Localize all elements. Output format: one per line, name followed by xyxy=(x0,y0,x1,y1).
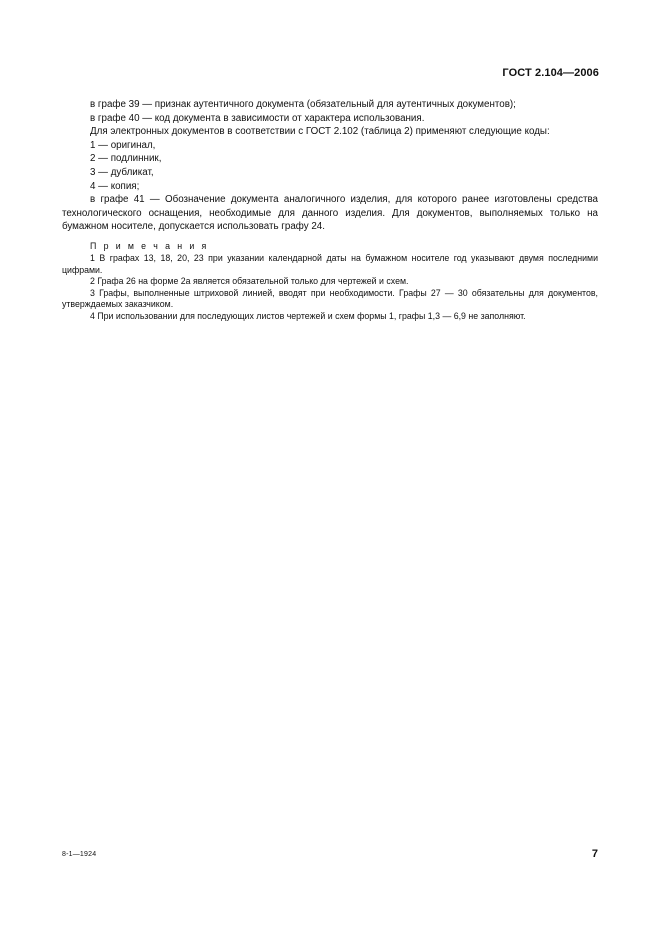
notes-title: П р и м е ч а н и я xyxy=(90,240,209,251)
notes-section xyxy=(62,240,598,323)
paragraph-electronic-codes: Для электронных документов в соответствии с ГОСТ 2.102 (таблица 2) применяют следующие коды: xyxy=(90,126,550,138)
standard-code: ГОСТ 2.104—2006 xyxy=(502,67,599,79)
note-item-4: 4 При использовании для последующих листов чертежей и схем формы 1, графы 1,3 — 6,9 не заполняют. xyxy=(90,310,526,321)
document-body xyxy=(62,98,598,323)
note-item-3: 3 Графы, выполненные штриховой линией, вводят при необходимости. Графы 27 — 30 обязательны для документов, утверждаемых заказчиком. xyxy=(62,287,598,310)
code-item-1: 1 — оригинал, xyxy=(90,139,156,151)
paragraph-graph-39: в графе 39 — признак аутентичного документа (обязательный для аутентичных документов); xyxy=(90,99,516,110)
paragraph-graph-41: в графе 41 — Обозначение документа аналогичного изделия, для которого ранее изготовлены средства технологического оснащения, необходимые для данного изделия. Для документов, выполняемых только на бумажном носителе, допускается использовать графу 24. xyxy=(62,194,598,233)
code-item-3: 3 — дубликат, xyxy=(90,166,154,178)
print-code: 8-1—1924 xyxy=(62,851,97,858)
page-number: 7 xyxy=(591,848,598,860)
code-item-4: 4 — копия; xyxy=(90,180,140,192)
paragraph-graph-40: в графе 40 — код документа в зависимости от характера использования. xyxy=(90,112,425,124)
code-item-2: 2 — подлинник, xyxy=(90,153,162,165)
note-item-2: 2 Графа 26 на форме 2а является обязательной только для чертежей и схем. xyxy=(90,276,409,287)
note-item-1: 1 В графах 13, 18, 20, 23 при указании календарной даты на бумажном носителе год указывают двумя последними цифрами. xyxy=(62,252,598,275)
